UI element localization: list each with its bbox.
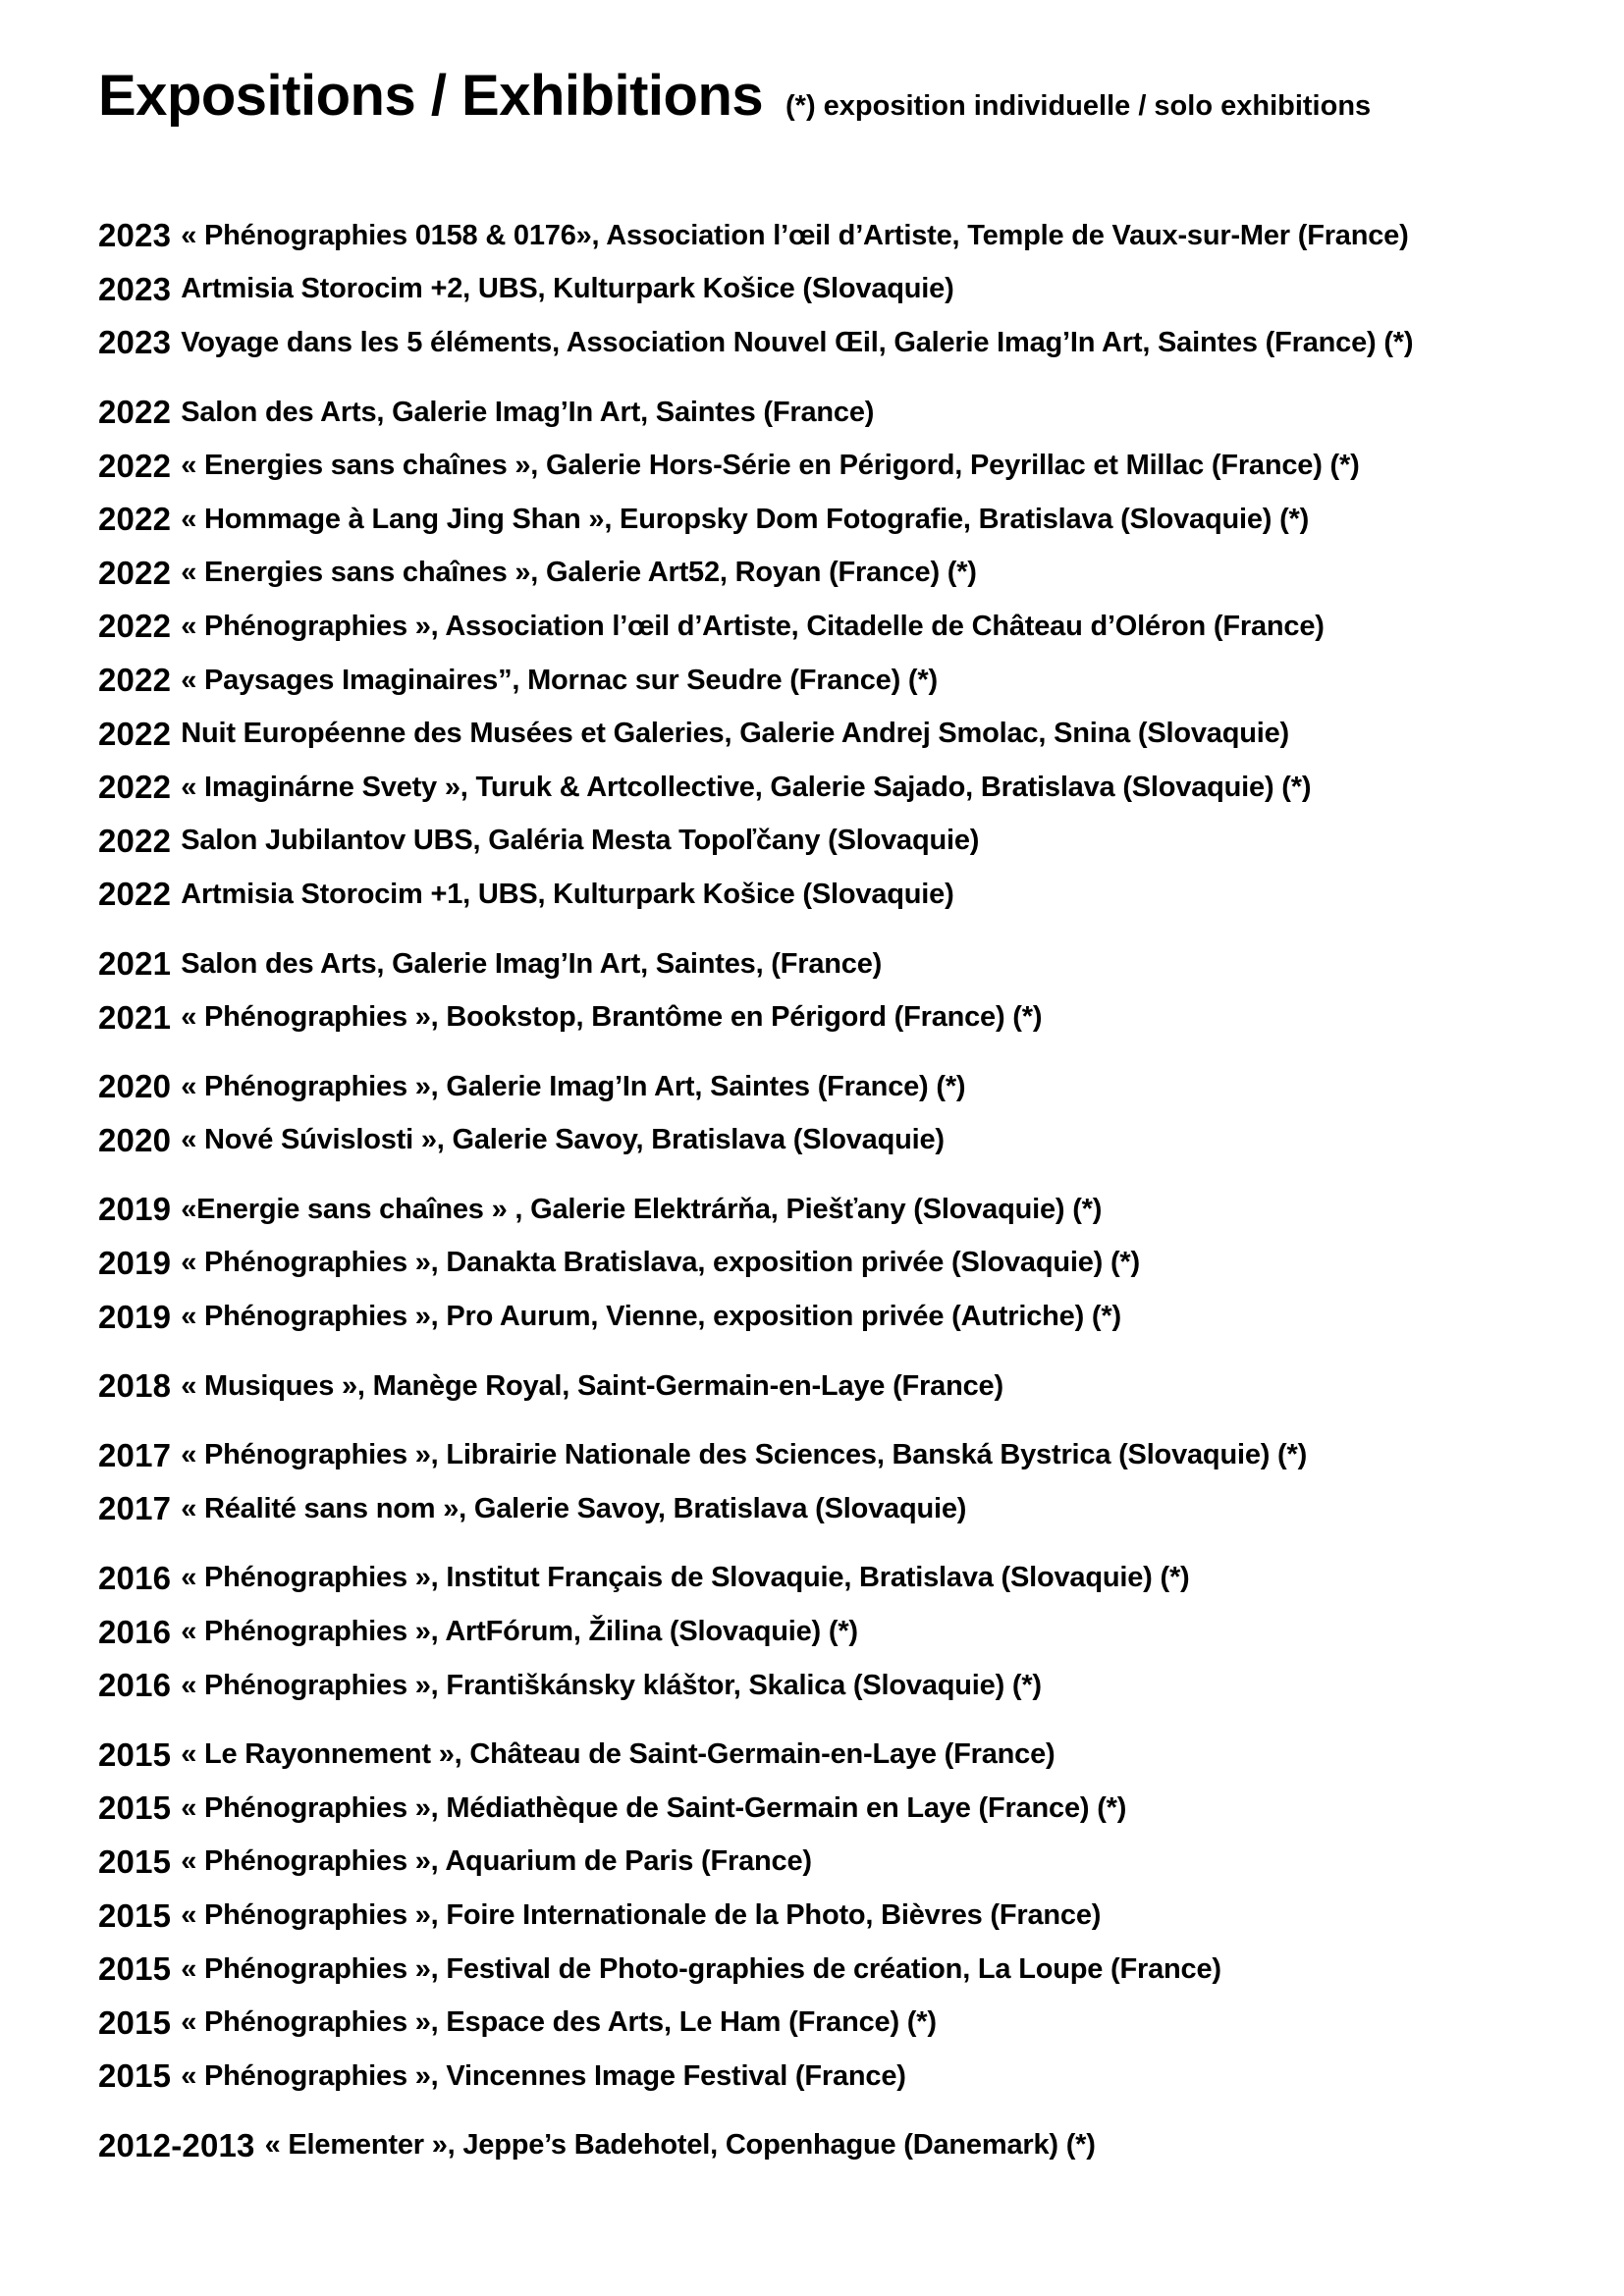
exhibition-entry (98, 1183, 1591, 1237)
exhibition-entry (98, 386, 1591, 440)
exhibition-entry (98, 868, 1591, 922)
year-group (98, 1728, 1591, 2103)
exhibition-year: 2016 (98, 1667, 172, 1704)
year-group (98, 1428, 1591, 1535)
exhibition-entry (98, 439, 1591, 493)
exhibition-description: « Phénographies », Danakta Bratislava, exposition privée (Slovaquie) (*) (181, 1247, 1140, 1279)
exhibition-entry (98, 1428, 1591, 1482)
exhibition-year: 2022 (98, 876, 172, 913)
exhibition-description: « Phénographies », Espace des Arts, Le Ham (France) (*) (181, 2006, 937, 2039)
exhibition-entry (98, 1605, 1591, 1659)
exhibition-description: « Phénographies », ArtFórum, Žilina (Slovaquie) (*) (181, 1616, 858, 1648)
page-header (98, 57, 1551, 135)
exhibition-entry (98, 990, 1591, 1044)
exhibition-description: « Phénographies », Františkánsky kláštor, Skalica (Slovaquie) (*) (181, 1669, 1042, 1701)
exhibition-year: 2017 (98, 1436, 172, 1473)
exhibition-entry (98, 761, 1591, 815)
exhibition-year: 2021 (98, 945, 172, 983)
exhibition-description: « Phénographies », Vincennes Image Festival (France) (181, 2059, 906, 2092)
exhibition-description: « Phénographies », Association l’œil d’Artiste, Citadelle de Château d’Oléron (France) (181, 610, 1325, 642)
exhibition-description: « Phénographies », Aquarium de Paris (France) (181, 1845, 812, 1878)
exhibition-entry (98, 654, 1591, 708)
exhibition-entry (98, 707, 1591, 761)
exhibition-year: 2020 (98, 1121, 172, 1158)
exhibition-year: 2015 (98, 2057, 172, 2095)
exhibition-description: Nuit Européenne des Musées et Galeries, Galerie Andrej Smolac, Snina (Slovaquie) (181, 718, 1289, 750)
exhibition-description: « Phénographies », Pro Aurum, Vienne, exposition privée (Autriche) (*) (181, 1301, 1121, 1333)
exhibition-entry (98, 1114, 1591, 1168)
exhibition-description: «Energie sans chaînes » , Galerie Elektrárňa, Piešťany (Slovaquie) (*) (181, 1193, 1103, 1225)
exhibition-description: « Phénographies », Librairie Nationale des Sciences, Banská Bystrica (Slovaquie) (*) (181, 1439, 1308, 1471)
exhibition-year: 2022 (98, 447, 172, 484)
exhibition-description: « Energies sans chaînes », Galerie Art52, Royan (France) (*) (181, 557, 977, 589)
year-group (98, 1360, 1591, 1414)
exhibition-entry (98, 1889, 1591, 1943)
exhibition-entry (98, 209, 1591, 263)
exhibition-entry (98, 815, 1591, 869)
exhibition-description: « Phénographies », Galerie Imag’In Art, Saintes (France) (*) (181, 1070, 966, 1102)
exhibition-year: 2022 (98, 769, 172, 806)
exhibition-year: 2015 (98, 1896, 172, 1934)
exhibition-year: 2022 (98, 394, 172, 431)
exhibition-year: 2021 (98, 998, 172, 1036)
exhibition-year: 2019 (98, 1298, 172, 1335)
exhibition-entry (98, 600, 1591, 654)
exhibition-description: « Phénographies », Institut Français de Slovaquie, Bratislava (Slovaquie) (*) (181, 1562, 1190, 1594)
exhibition-entry (98, 1290, 1591, 1344)
exhibition-entry (98, 547, 1591, 601)
exhibition-year: 2019 (98, 1244, 172, 1281)
exhibition-description: « Nové Súvislosti », Galerie Savoy, Bratislava (Slovaquie) (181, 1124, 945, 1156)
exhibition-entry (98, 937, 1591, 991)
year-group (98, 1060, 1591, 1167)
exhibition-year: 2020 (98, 1068, 172, 1105)
exhibition-year: 2023 (98, 270, 172, 307)
exhibition-entry (98, 263, 1591, 317)
exhibition-description: « Musiques », Manège Royal, Saint-Germain-en-Laye (France) (181, 1369, 1003, 1402)
exhibition-description: « Phénographies », Foire Internationale de la Photo, Bièvres (France) (181, 1899, 1102, 1932)
exhibition-year: 2016 (98, 1613, 172, 1650)
exhibition-year: 2019 (98, 1191, 172, 1228)
exhibition-year: 2022 (98, 822, 172, 859)
page-title: Expositions / Exhibitions (98, 64, 764, 128)
year-group (98, 1183, 1591, 1344)
exhibition-entry (98, 316, 1591, 370)
exhibition-entry (98, 2119, 1591, 2173)
exhibition-year: 2022 (98, 501, 172, 538)
exhibition-description: Artmisia Storocim +2, UBS, Kulturpark Košice (Slovaquie) (181, 273, 954, 305)
exhibition-entry (98, 1996, 1591, 2050)
exhibition-year: 2015 (98, 1950, 172, 1988)
exhibition-description: « Elementer », Jeppe’s Badehotel, Copenhague (Danemark) (*) (264, 2129, 1096, 2162)
exhibition-entry (98, 1237, 1591, 1291)
exhibition-entry (98, 1360, 1591, 1414)
exhibition-description: Salon des Arts, Galerie Imag’In Art, Saintes (France) (181, 396, 875, 428)
exhibition-entry (98, 1728, 1591, 1782)
exhibition-entry (98, 1836, 1591, 1890)
exhibition-description: « Imaginárne Svety », Turuk & Artcollective, Galerie Sajado, Bratislava (Slovaquie) (*) (181, 771, 1312, 803)
exhibition-year: 2016 (98, 1559, 172, 1596)
exhibition-entry (98, 2050, 1591, 2104)
year-group (98, 2119, 1591, 2173)
exhibition-year: 2023 (98, 324, 172, 361)
exhibition-list (98, 209, 1591, 2172)
legend-note: (*) exposition individuelle / solo exhibitions (785, 90, 1372, 122)
exhibition-entry (98, 1060, 1591, 1114)
exhibition-year: 2015 (98, 1735, 172, 1773)
exhibition-description: Voyage dans les 5 éléments, Association Nouvel Œil, Galerie Imag’In Art, Saintes (France) (*) (181, 326, 1414, 358)
exhibition-year: 2015 (98, 2003, 172, 2041)
exhibition-description: « Phénographies », Médiathèque de Saint-Germain en Laye (France) (*) (181, 1791, 1127, 1824)
exhibition-year: 2022 (98, 608, 172, 645)
exhibition-entry (98, 1552, 1591, 1606)
exhibition-year: 2023 (98, 217, 172, 254)
exhibition-entry (98, 1482, 1591, 1536)
exhibition-year: 2017 (98, 1490, 172, 1527)
exhibition-year: 2015 (98, 1842, 172, 1880)
exhibition-description: « Le Rayonnement », Château de Saint-Germain-en-Laye (France) (181, 1738, 1056, 1771)
exhibition-year: 2018 (98, 1367, 172, 1405)
year-group (98, 1552, 1591, 1713)
exhibition-entry (98, 1943, 1591, 1997)
exhibition-year: 2012-2013 (98, 2126, 255, 2163)
exhibition-entry (98, 1659, 1591, 1713)
exhibition-year: 2022 (98, 554, 172, 591)
exhibition-description: « Hommage à Lang Jing Shan », Europsky Dom Fotografie, Bratislava (Slovaquie) (*) (181, 503, 1310, 535)
exhibition-entry (98, 1782, 1591, 1836)
exhibition-description: « Energies sans chaînes », Galerie Hors-Série en Périgord, Peyrillac et Millac (France) (*) (181, 450, 1360, 482)
exhibition-description: « Phénographies », Bookstop, Brantôme en Périgord (France) (*) (181, 1001, 1043, 1034)
year-group (98, 386, 1591, 922)
exhibition-description: Salon Jubilantov UBS, Galéria Mesta Topoľčany (Slovaquie) (181, 825, 980, 857)
exhibition-year: 2015 (98, 1789, 172, 1827)
exhibition-description: « Réalité sans nom », Galerie Savoy, Bratislava (Slovaquie) (181, 1492, 967, 1524)
exhibition-year: 2022 (98, 715, 172, 752)
exhibition-description: Salon des Arts, Galerie Imag’In Art, Saintes, (France) (181, 947, 883, 980)
exhibition-description: Artmisia Storocim +1, UBS, Kulturpark Košice (Slovaquie) (181, 878, 954, 910)
exhibition-entry (98, 493, 1591, 547)
year-group (98, 209, 1591, 370)
year-group (98, 937, 1591, 1044)
exhibition-description: « Paysages Imaginaires”, Mornac sur Seudre (France) (*) (181, 664, 938, 696)
exhibition-year: 2022 (98, 662, 172, 699)
exhibition-description: « Phénographies 0158 & 0176», Association l’œil d’Artiste, Temple de Vaux-sur-Mer (France) (181, 219, 1409, 251)
exhibition-description: « Phénographies », Festival de Photo-graphies de création, La Loupe (France) (181, 1952, 1221, 1985)
